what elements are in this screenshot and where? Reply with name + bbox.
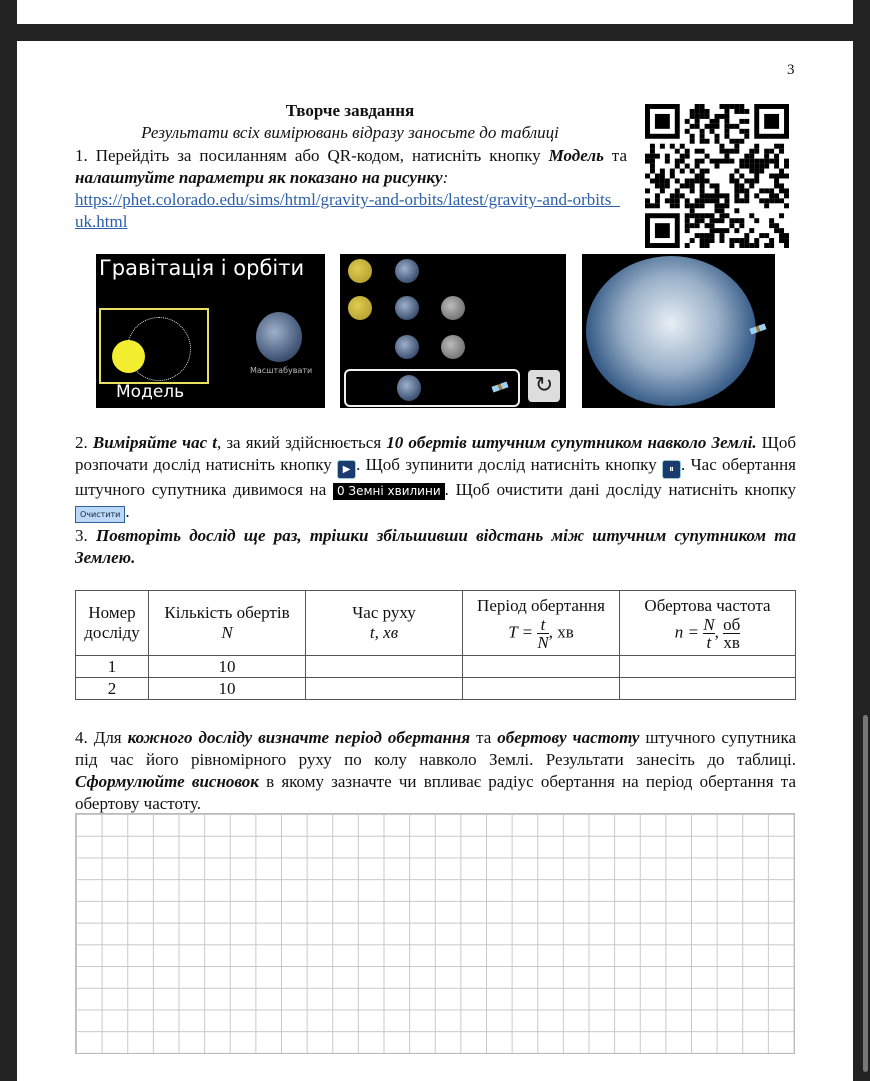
earth-icon xyxy=(395,296,419,320)
answer-grid xyxy=(75,813,795,1054)
step-1: 1. Перейдіть за посиланням або QR-кодом, натисніть кнопку Модель та налаштуйте параметри як показано на рисунку: https://phet.colorado.edu/sims/html/gravity-and-orbits/latest/gravity-and-orbits_uk.html xyxy=(75,146,627,231)
clear-button-image: Очистити xyxy=(75,506,125,523)
header-frequency: Обертова частота n = $\frac{N}{t}$ , $\frac{об}{хв}$ xyxy=(620,591,796,656)
reset-icon[interactable]: ↻ xyxy=(528,370,560,402)
qr-code[interactable] xyxy=(645,104,789,248)
sim-settings-screen xyxy=(340,254,566,408)
sim-start-screen xyxy=(96,254,325,408)
step-3: 3. Повторіть дослід ще раз, трішки збільшивши відстань між штучним супутником та Землею. xyxy=(75,526,796,567)
table-row: 1 10 xyxy=(76,656,796,678)
task-subtitle: Результати всіх вимірювань відразу заносьте до таблиці xyxy=(141,123,559,142)
table-row: 2 10 xyxy=(76,678,796,700)
task-title: Творче завдання xyxy=(285,101,415,120)
table-header-row xyxy=(76,591,796,656)
page-number: 3 xyxy=(787,62,795,78)
earth-image xyxy=(586,256,756,406)
pause-icon: ⏸ xyxy=(662,460,681,479)
header-time: Час руху t, хв xyxy=(306,591,463,656)
simulation-link[interactable]: https://phet.colorado.edu/sims/html/gravity-and-orbits/latest/gravity-and-orbits_uk.html xyxy=(75,190,620,231)
time-readout-label: 0 Земні хвилини xyxy=(333,483,445,500)
satellite-icon xyxy=(491,381,508,392)
earth-icon xyxy=(397,375,421,401)
header-experiment-number: Номер досліду xyxy=(76,591,149,656)
earth-satellite-option[interactable] xyxy=(344,369,520,407)
sun-icon xyxy=(348,296,372,320)
sun-icon xyxy=(348,259,372,283)
header-revolutions: Кількість обертів N xyxy=(149,591,306,656)
model-button[interactable] xyxy=(99,308,209,384)
previous-page-bottom xyxy=(17,0,853,24)
moon-icon xyxy=(441,335,465,359)
earth-icon xyxy=(395,259,419,283)
document-page xyxy=(17,41,853,1081)
sim-earth-view xyxy=(582,254,775,408)
step-4: 4. Для кожного досліду визначте період обертання та обертову частоту штучного супутника під час його рівномірного руху по колу навколо Землі. Результати занесіть до таблиці. Сформулюйте висновок в якому зазначте чи впливає радіус обертання на період обертання та обертову частоту. xyxy=(75,728,796,813)
model-label: Модель xyxy=(116,382,185,402)
sun-icon xyxy=(112,340,145,373)
results-table xyxy=(75,590,796,700)
scale-label: Масштабувати xyxy=(250,366,313,375)
moon-icon xyxy=(441,296,465,320)
step-2: 2. Виміряйте час t, за який здійснюється 10 обертів штучним супутником навколо Землі. Щоб розпочати дослід натисніть кнопку ▶ . Щоб зупинити дослід натисніть кнопку ⏸ . Час обертання штучного супутника дивимося на 0 Земні хвилини . Щоб очистити дані досліду натисніть кнопку Очистити . xyxy=(75,433,796,521)
earth-icon xyxy=(256,312,302,362)
play-icon: ▶ xyxy=(337,460,356,479)
header-period: Період обертання T = $\frac{t}{N}$ , хв xyxy=(463,591,620,656)
earth-icon xyxy=(395,335,419,359)
sim-title: Гравітація і орбіти xyxy=(99,256,305,280)
scrollbar[interactable] xyxy=(863,715,868,1072)
